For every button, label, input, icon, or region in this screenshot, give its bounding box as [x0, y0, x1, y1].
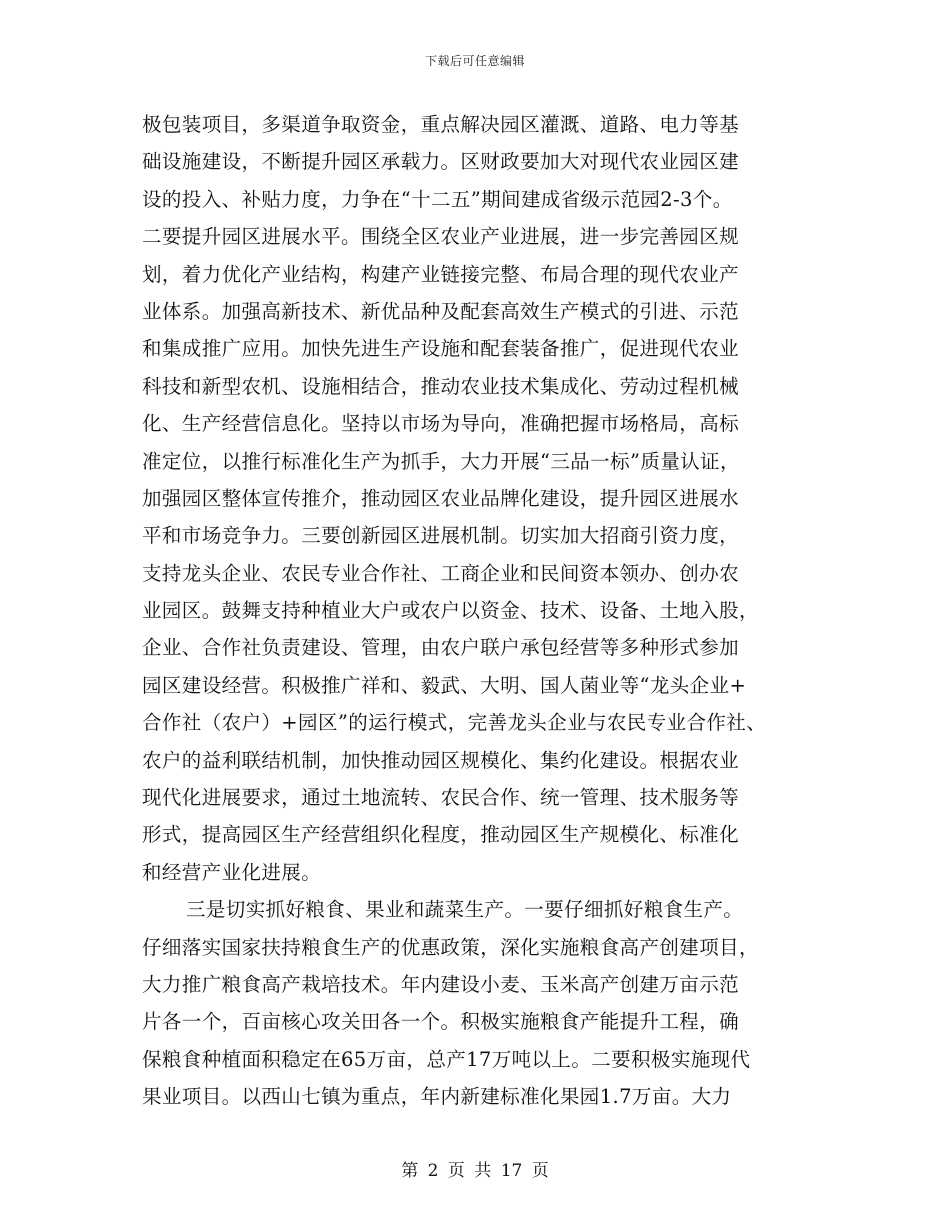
paragraph-start-line: 三是切实抓好粮食、果业和蔬菜生产。一要仔细抓好粮食生产。 — [186, 898, 744, 922]
text-line: 支持龙头企业、农民专业合作社、工商企业和民间资本领办、创办农 — [142, 561, 740, 585]
text-line: 保粮食种植面积稳定在65万亩，总产17万吨以上。二要积极实施现代 — [142, 1047, 751, 1071]
page-header-note: 下载后可任意编辑 — [424, 54, 525, 68]
text-line: 大力推广粮食高产栽培技术。年内建设小麦、玉米高产创建万亩示范 — [142, 972, 740, 996]
text-line: 仔细落实国家扶持粮食生产的优惠政策，深化实施粮食高产创建项目， — [142, 935, 759, 959]
text-line: 果业项目。以西山七镇为重点，年内新建标准化果园1.7万亩。大力 — [142, 1085, 732, 1109]
text-line: 加强园区整体宣传推介，推动园区农业品牌化建设，提升园区进展水 — [142, 486, 740, 510]
text-line: 准定位，以推行标准化生产为抓手，大力开展“三品一标”质量认证， — [142, 449, 740, 473]
text-line: 础设施建设，不断提升园区承载力。区财政要加大对现代农业园区建 — [142, 150, 740, 174]
text-line: 设的投入、补贴力度，力争在“十二五”期间建成省级示范园2-3个。 — [142, 187, 733, 211]
text-line: 业体系。加强高新技术、新优品种及配套高效生产模式的引进、示范 — [142, 299, 740, 323]
text-line: 化、生产经营信息化。坚持以市场为导向，准确把握市场格局，高标 — [142, 412, 740, 436]
text-line: 园区建设经营。积极推广祥和、毅武、大明、国人菌业等“龙头企业+ — [142, 673, 747, 697]
text-line: 现代化进展要求，通过土地流转、农民合作、统一管理、技术服务等 — [142, 786, 740, 810]
text-line: 企业、合作社负责建设、管理，由农户联户承包经营等多种形式参加 — [142, 636, 740, 660]
text-line: 科技和新型农机、设施相结合，推动农业技术集成化、劳动过程机械 — [142, 374, 740, 398]
text-line: 农户的益利联结机制，加快推动园区规模化、集约化建设。根据农业 — [142, 748, 740, 772]
text-line: 业园区。鼓舞支持种植业大户或农户以资金、技术、设备、土地入股， — [142, 599, 759, 623]
text-line: 和集成推广应用。加快先进生产设施和配套装备推广，促进现代农业 — [142, 337, 740, 361]
text-line: 合作社（农户）+园区”的运行模式，完善龙头企业与农民专业合作社、 — [142, 711, 767, 735]
text-line: 二要提升园区进展水平。围绕全区农业产业进展，进一步完善园区规 — [142, 225, 740, 249]
text-line: 平和市场竞争力。三要创新园区进展机制。切实加大招商引资力度， — [142, 524, 740, 548]
text-line: 划，着力优化产业结构，构建产业链接完整、布局合理的现代农业产 — [142, 262, 740, 286]
text-line: 形式，提高园区生产经营组织化程度，推动园区生产规模化、标准化 — [142, 823, 740, 847]
text-line: 片各一个，百亩核心攻关田各一个。积极实施粮食产能提升工程，确 — [142, 1010, 740, 1034]
page-number-footer: 第 2 页 共 17 页 — [401, 1161, 549, 1181]
document-body — [142, 106, 822, 1116]
text-line: 和经营产业化进展。 — [142, 860, 322, 884]
text-line: 极包装项目，多渠道争取资金，重点解决园区灌溉、道路、电力等基 — [142, 113, 740, 136]
